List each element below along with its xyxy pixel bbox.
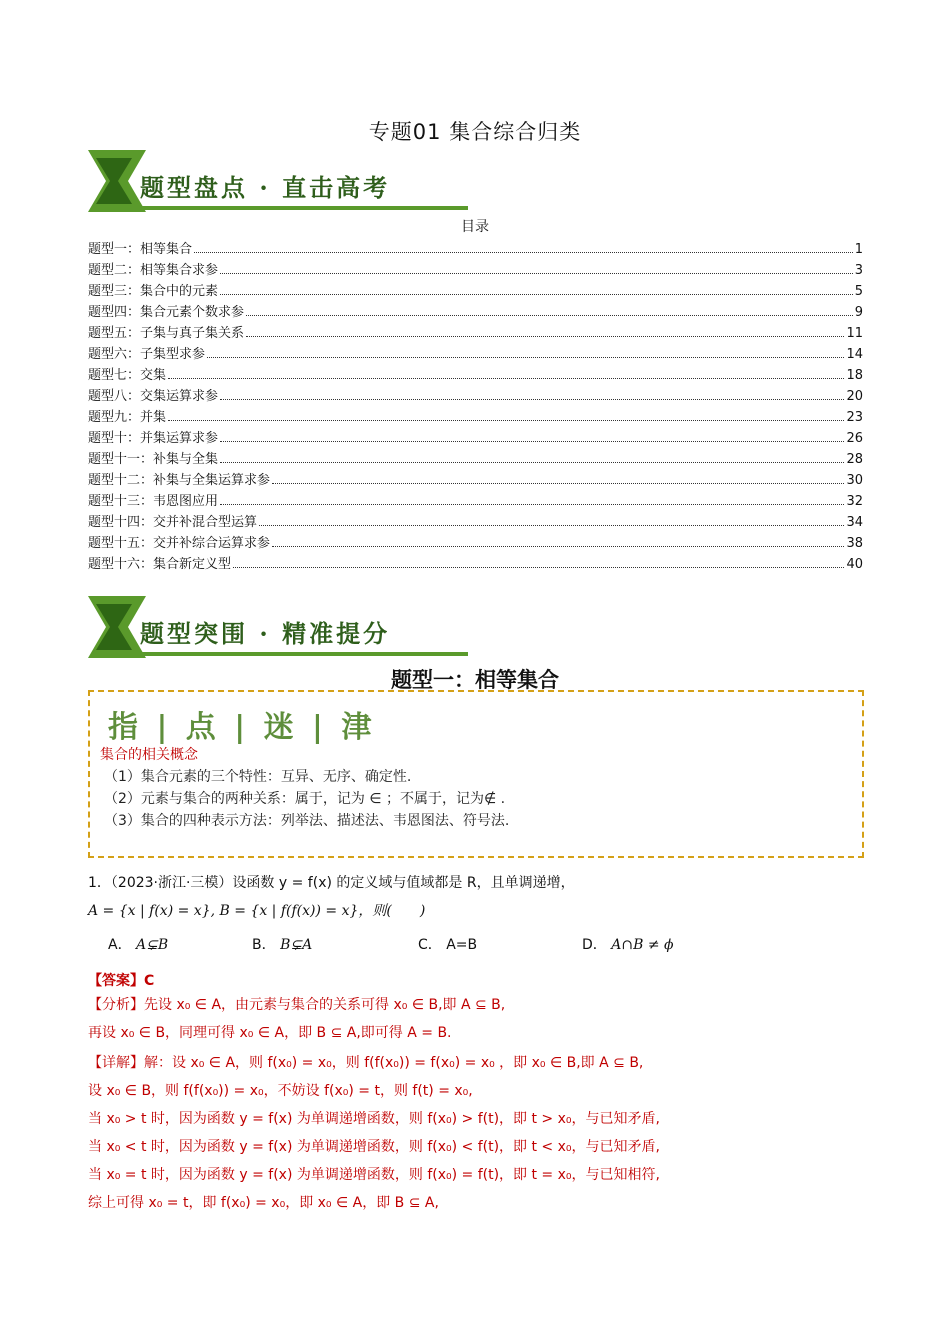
toc-item-page: 3 bbox=[854, 263, 863, 278]
option-key: C． bbox=[418, 937, 442, 953]
option-key: B． bbox=[252, 937, 276, 953]
toc-item[interactable] bbox=[88, 278, 863, 299]
toc-item-label: 题型八：交集运算求参 bbox=[88, 389, 219, 404]
option-b[interactable] bbox=[252, 934, 312, 954]
toc-item-page: 32 bbox=[846, 494, 863, 509]
answer-line: 【答案】C bbox=[88, 973, 155, 989]
option-d[interactable] bbox=[582, 934, 674, 954]
toc-item-label: 题型十三：韦恩图应用 bbox=[88, 494, 219, 509]
toc-leader-dots bbox=[220, 503, 844, 505]
toc-leader-dots bbox=[233, 566, 844, 568]
toc-item[interactable] bbox=[88, 299, 863, 320]
toc-item-page: 14 bbox=[846, 347, 863, 362]
toc-item-label: 题型九：并集 bbox=[88, 410, 167, 425]
detail-line: 当 x₀ = t 时，因为函数 y = f(x) 为单调递增函数，则 f(x₀) = f(t)，即 t = x₀，与已知相符, bbox=[88, 1167, 660, 1183]
option-text: A=B bbox=[446, 937, 478, 953]
option-c[interactable] bbox=[418, 934, 477, 954]
toc-leader-dots bbox=[220, 398, 844, 400]
toc-item[interactable] bbox=[88, 383, 863, 404]
tips-subtitle: 集合的相关概念 bbox=[100, 747, 198, 763]
tips-box bbox=[88, 690, 864, 858]
detail-line: 当 x₀ < t 时，因为函数 y = f(x) 为单调递增函数，则 f(x₀) < f(t)，即 t < x₀，与已知矛盾, bbox=[88, 1139, 660, 1155]
option-key: A． bbox=[108, 937, 132, 953]
toc-item[interactable] bbox=[88, 509, 863, 530]
toc-item[interactable] bbox=[88, 236, 863, 257]
toc-leader-dots bbox=[207, 356, 844, 358]
toc-item-label: 题型十六：集合新定义型 bbox=[88, 557, 232, 572]
toc-leader-dots bbox=[246, 314, 853, 316]
toc-item-label: 题型十五：交并补综合运算求参 bbox=[88, 536, 271, 551]
toc-leader-dots bbox=[220, 461, 844, 463]
table-of-contents bbox=[88, 236, 863, 572]
toc-leader-dots bbox=[194, 251, 853, 253]
detail-line: 当 x₀ > t 时，因为函数 y = f(x) 为单调递增函数，则 f(x₀) > f(t)，即 t > x₀，与已知矛盾, bbox=[88, 1111, 660, 1127]
page-title: 专题01 集合综合归类 bbox=[368, 120, 582, 144]
section-title: 题型一：相等集合 bbox=[391, 668, 559, 692]
toc-item-page: 5 bbox=[854, 284, 863, 299]
toc-item-label: 题型三：集合中的元素 bbox=[88, 284, 219, 299]
banner-top-text: 题型盘点 · 直击高考 bbox=[140, 173, 391, 202]
toc-item[interactable] bbox=[88, 257, 863, 278]
toc-item[interactable] bbox=[88, 362, 863, 383]
toc-item-page: 34 bbox=[846, 515, 863, 530]
toc-item-label: 题型五：子集与真子集关系 bbox=[88, 326, 245, 341]
toc-leader-dots bbox=[168, 377, 844, 379]
toc-item[interactable] bbox=[88, 488, 863, 509]
detail-line: 【详解】解：设 x₀ ∈ A，则 f(x₀) = x₀，则 f(f(x₀)) = f(x₀) = x₀ ，即 x₀ ∈ B,即 A ⊆ B, bbox=[88, 1055, 644, 1071]
toc-item-page: 23 bbox=[846, 410, 863, 425]
toc-item-page: 28 bbox=[846, 452, 863, 467]
banner-mid bbox=[88, 596, 468, 658]
toc-item-page: 1 bbox=[854, 242, 863, 257]
toc-leader-dots bbox=[220, 440, 844, 442]
toc-leader-dots bbox=[272, 545, 844, 547]
toc-leader-dots bbox=[168, 419, 844, 421]
toc-item-label: 题型十：并集运算求参 bbox=[88, 431, 219, 446]
option-text: A⊊B bbox=[136, 937, 169, 953]
toc-item[interactable] bbox=[88, 341, 863, 362]
toc-heading: 目录 bbox=[461, 219, 489, 235]
analysis-line: 【分析】先设 x₀ ∈ A，由元素与集合的关系可得 x₀ ∈ B,即 A ⊆ B, bbox=[88, 997, 506, 1013]
toc-leader-dots bbox=[220, 293, 853, 295]
toc-item[interactable] bbox=[88, 446, 863, 467]
banner-top bbox=[88, 150, 468, 212]
toc-item-label: 题型二：相等集合求参 bbox=[88, 263, 219, 278]
toc-item[interactable] bbox=[88, 467, 863, 488]
option-key: D． bbox=[582, 937, 607, 953]
toc-item[interactable] bbox=[88, 551, 863, 572]
toc-item-page: 11 bbox=[846, 326, 863, 341]
toc-leader-dots bbox=[220, 272, 853, 274]
tips-line: （2）元素与集合的两种关系：属于，记为 ∈ ；不属于，记为∉ . bbox=[104, 791, 506, 807]
toc-item-label: 题型四：集合元素个数求参 bbox=[88, 305, 245, 320]
tips-line: （1）集合元素的三个特性：互异、无序、确定性. bbox=[104, 769, 412, 785]
toc-item-label: 题型十四：交并补混合型运算 bbox=[88, 515, 258, 530]
toc-leader-dots bbox=[272, 482, 844, 484]
toc-item[interactable] bbox=[88, 320, 863, 341]
toc-item-label: 题型一：相等集合 bbox=[88, 242, 193, 257]
detail-line: 设 x₀ ∈ B，则 f(f(x₀)) = x₀，不妨设 f(x₀) = t，则 f(t) = x₀, bbox=[88, 1083, 473, 1099]
question-stem: 1．（2023·浙江·三模）设函数 y = f(x) 的定义域与值域都是 R，且单调递增， bbox=[88, 875, 575, 891]
detail-line: 综上可得 x₀ = t，即 f(x₀) = x₀，即 x₀ ∈ A，即 B ⊆ A, bbox=[88, 1195, 439, 1211]
toc-leader-dots bbox=[259, 524, 844, 526]
option-text: B⊊A bbox=[280, 937, 313, 953]
tips-line: （3）集合的四种表示方法：列举法、描述法、韦恩图法、符号法. bbox=[104, 813, 510, 829]
toc-leader-dots bbox=[246, 335, 844, 337]
toc-item[interactable] bbox=[88, 425, 863, 446]
toc-item-page: 26 bbox=[846, 431, 863, 446]
analysis-line: 再设 x₀ ∈ B，同理可得 x₀ ∈ A，即 B ⊆ A,即可得 A = B. bbox=[88, 1025, 452, 1041]
toc-item-page: 30 bbox=[846, 473, 863, 488]
toc-item-label: 题型七：交集 bbox=[88, 368, 167, 383]
toc-item-label: 题型六：子集型求参 bbox=[88, 347, 206, 362]
toc-item-page: 18 bbox=[846, 368, 863, 383]
tips-head: 指 | 点 | 迷 | 津 bbox=[108, 710, 376, 745]
toc-item-page: 9 bbox=[854, 305, 863, 320]
toc-item-page: 40 bbox=[846, 557, 863, 572]
toc-item-page: 38 bbox=[846, 536, 863, 551]
toc-item-page: 20 bbox=[846, 389, 863, 404]
toc-item-label: 题型十一：补集与全集 bbox=[88, 452, 219, 467]
toc-item[interactable] bbox=[88, 404, 863, 425]
option-a[interactable] bbox=[108, 934, 168, 954]
toc-item-label: 题型十二：补集与全集运算求参 bbox=[88, 473, 271, 488]
option-text: A∩B ≠ ϕ bbox=[611, 937, 674, 953]
toc-item[interactable] bbox=[88, 530, 863, 551]
question-sets: A = {x | f(x) = x}, B = {x | f(f(x)) = x}，则( ) bbox=[88, 903, 426, 919]
banner-mid-text: 题型突围 · 精准提分 bbox=[140, 619, 391, 648]
